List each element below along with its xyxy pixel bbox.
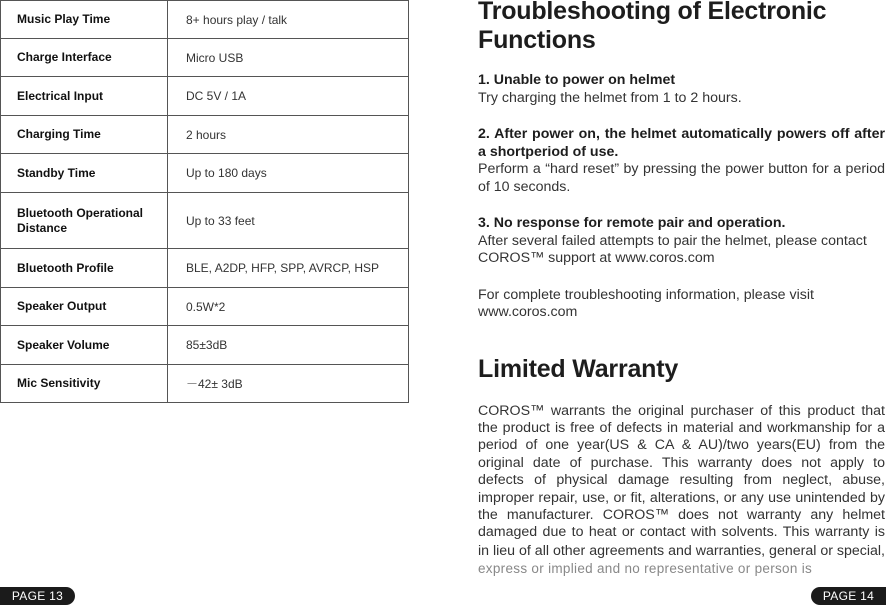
spec-label: Speaker Output: [1, 288, 168, 326]
page-number-right: PAGE 14: [811, 587, 886, 605]
spec-row: [1, 39, 409, 77]
spec-label: Standby Time: [1, 154, 168, 193]
trouble-item-body: Perform a “hard reset” by pressing the power button for a period of 10 seconds.: [478, 161, 885, 195]
spec-value: 8+ hours play / talk: [168, 1, 409, 39]
trouble-item-3: [478, 215, 885, 268]
warranty-text-faded: express or implied and no representative or person is: [478, 561, 813, 577]
trouble-item-1: [478, 72, 885, 107]
spec-value: 85±3dB: [168, 326, 409, 365]
spec-value: BLE, A2DP, HFP, SPP, AVRCP, HSP: [168, 249, 409, 288]
spec-row: [1, 249, 409, 288]
spec-value: Up to 33 feet: [168, 193, 409, 249]
spec-label: Charge Interface: [1, 39, 168, 77]
spec-label: Music Play Time: [1, 1, 168, 39]
spec-row: [1, 116, 409, 154]
warranty-body: [478, 403, 885, 579]
spec-value: Micro USB: [168, 39, 409, 77]
spec-value: －42± 3dB: [168, 365, 409, 403]
trouble-item-heading: 1. Unable to power on helmet: [478, 72, 676, 88]
trouble-item-heading: 3. No response for remote pair and operation.: [478, 215, 786, 231]
spec-value: 0.5W*2: [168, 288, 409, 326]
spec-label: Electrical Input: [1, 77, 168, 116]
spec-label: Bluetooth Profile: [1, 249, 168, 288]
warranty-title: Limited Warranty: [478, 354, 679, 383]
spec-row: [1, 288, 409, 326]
spec-row: [1, 154, 409, 193]
spec-label: Mic Sensitivity: [1, 365, 168, 403]
spec-table: [0, 0, 409, 403]
right-page: [478, 0, 885, 579]
spec-label: Charging Time: [1, 116, 168, 154]
trouble-item-body: After several failed attempts to pair the helmet, please contact COROS™ support at www.coros.com: [478, 232, 867, 266]
trouble-item-body: Try charging the helmet from 1 to 2 hours.: [478, 89, 742, 106]
troubleshooting-title: Troubleshooting of Electronic Functions: [478, 0, 827, 54]
spec-row: [1, 326, 409, 365]
spec-row: [1, 1, 409, 39]
spec-label: Speaker Volume: [1, 326, 168, 365]
trouble-note: For complete troubleshooting information, please visit www.coros.com: [478, 286, 814, 320]
spec-value: DC 5V / 1A: [168, 77, 409, 116]
spec-value: 2 hours: [168, 116, 409, 154]
warranty-text: COROS™ warrants the original purchaser of this product that the product is free of defects in material and workmanship for a period of one year(US & CA & AU)/two years(EU) from the original date of purchase. This warranty does not apply to defects of physical damage resulting from neglect, abuse, improper repair, use, or fit, alterations, or any use unintended by the manufacturer. COROS™ does not warranty any helmet damaged due to heat or contact with solvents. This warranty is in lieu of all other agreements and warranties, general or special,: [478, 402, 885, 559]
page-number-left: PAGE 13: [0, 587, 75, 605]
trouble-item-heading: 2. After power on, the helmet automatically powers off after a shortperiod of use.: [478, 126, 885, 160]
spec-row: [1, 77, 409, 116]
spec-value: Up to 180 days: [168, 154, 409, 193]
spec-label: Bluetooth Operational Distance: [1, 193, 168, 249]
spec-row: [1, 193, 409, 249]
trouble-item-2: [478, 126, 885, 196]
spec-row: [1, 365, 409, 403]
